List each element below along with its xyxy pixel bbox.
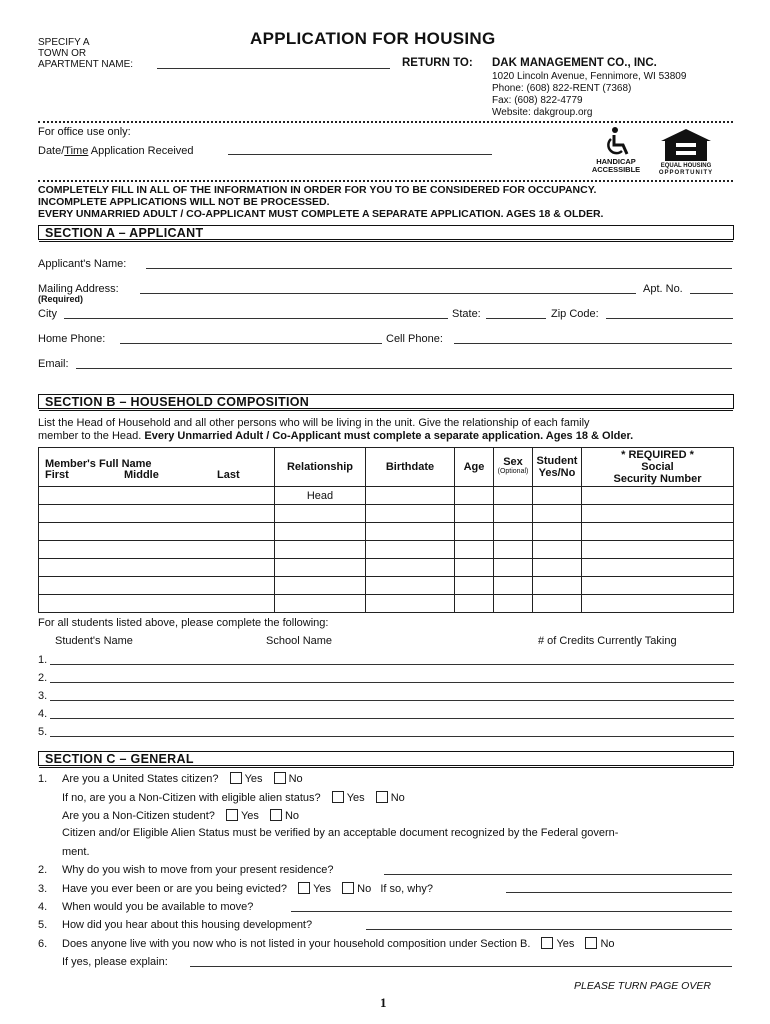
handicap-icon [600, 126, 632, 161]
mailing-address-field[interactable] [140, 293, 636, 294]
evicted-yes-checkbox[interactable] [298, 882, 310, 894]
cell-birthdate[interactable] [366, 523, 455, 541]
cell-sex[interactable] [494, 559, 533, 577]
alien-status-no-checkbox[interactable] [376, 791, 388, 803]
handicap-label: HANDICAP ACCESSIBLE [591, 157, 641, 174]
student-row-4-field[interactable] [50, 718, 734, 719]
required-note: (Required) [38, 294, 83, 304]
student-row-number: 5. [38, 726, 48, 738]
citizen-yes-checkbox[interactable] [230, 772, 242, 784]
table-row [39, 595, 734, 613]
cell-relationship[interactable] [275, 559, 366, 577]
company-address: 1020 Lincoln Avenue, Fennimore, WI 53809 [492, 71, 687, 82]
mailing-address-label: Mailing Address: [38, 283, 119, 295]
cell-sex[interactable] [494, 541, 533, 559]
unlisted-resident-yes-checkbox[interactable] [541, 937, 553, 949]
cell-age[interactable] [455, 505, 494, 523]
student-row-number: 2. [38, 672, 48, 684]
return-to-label: RETURN TO: [402, 57, 473, 69]
question-5: 5. How did you hear about this housing development? [38, 919, 313, 931]
noncitizen-student-yes-checkbox[interactable] [226, 809, 238, 821]
header-ssn: * REQUIRED * Social Security Number [582, 448, 734, 487]
header-relationship: Relationship [275, 448, 366, 487]
student-row-2-field[interactable] [50, 682, 734, 683]
student-row-5-field[interactable] [50, 736, 734, 737]
question-4: 4. When would you be available to move? [38, 901, 254, 913]
apt-no-label: Apt. No. [643, 283, 683, 295]
unlisted-resident-no-checkbox[interactable] [585, 937, 597, 949]
zip-label: Zip Code: [551, 308, 599, 320]
move-reason-field[interactable] [384, 874, 732, 875]
specify-label-3: APARTMENT NAME: [38, 59, 134, 70]
question-3: 3. Have you ever been or are you being evicted? Yes No If so, why? [38, 883, 433, 895]
cell-name[interactable] [39, 523, 275, 541]
table-row [39, 541, 734, 559]
cell-sex[interactable] [494, 523, 533, 541]
cell-age[interactable] [455, 541, 494, 559]
student-row-3-field[interactable] [50, 700, 734, 701]
student-row-number: 3. [38, 690, 48, 702]
cell-student[interactable] [533, 595, 582, 613]
section-c-header: SECTION C – GENERAL [38, 751, 734, 766]
cell-birthdate[interactable] [366, 577, 455, 595]
cell-student[interactable] [533, 505, 582, 523]
equal-housing-label: EQUAL HOUSING OPPORTUNITY [658, 163, 714, 176]
citizen-note-1: Citizen and/or Eligible Alien Status must be verified by an acceptable document recognized by the Federal govern- [62, 827, 619, 839]
noncitizen-student-no-checkbox[interactable] [270, 809, 282, 821]
divider [38, 180, 733, 182]
question-1: 1. Are you a United States citizen? Yes No [38, 773, 303, 785]
header-student: Student Yes/No [533, 448, 582, 487]
cell-student[interactable] [533, 559, 582, 577]
cell-age[interactable] [455, 523, 494, 541]
company-phone: Phone: (608) 822-RENT (7368) [492, 83, 632, 94]
home-phone-field[interactable] [120, 343, 382, 344]
cell-relationship[interactable] [275, 595, 366, 613]
apt-no-field[interactable] [690, 293, 733, 294]
cell-relationship[interactable] [275, 505, 366, 523]
applicant-name-label: Applicant's Name: [38, 258, 127, 270]
citizen-note-2: ment. [62, 846, 90, 858]
cell-relationship[interactable] [275, 541, 366, 559]
notice-line-2: INCOMPLETE APPLICATIONS WILL NOT BE PROCESSED. [38, 196, 330, 208]
question-1b: Are you a Non-Citizen student? Yes No [62, 810, 300, 822]
evicted-reason-field[interactable] [506, 892, 732, 893]
school-name-header: School Name [266, 635, 333, 647]
cell-name[interactable] [39, 541, 275, 559]
cell-name[interactable] [39, 577, 275, 595]
students-intro: For all students listed above, please complete the following: [38, 617, 329, 629]
cell-birthdate[interactable] [366, 559, 455, 577]
cell-ssn[interactable] [582, 523, 734, 541]
cell-birthdate[interactable] [366, 595, 455, 613]
page-title: APPLICATION FOR HOUSING [250, 29, 496, 48]
table-row [39, 559, 734, 577]
company-fax: Fax: (608) 822-4779 [492, 95, 583, 106]
city-label: City [38, 308, 57, 320]
referral-source-field[interactable] [366, 929, 732, 930]
citizen-no-checkbox[interactable] [274, 772, 286, 784]
question-6: 6. Does anyone live with you now who is not listed in your household composition under Section B. Yes No [38, 938, 615, 950]
specify-label-1: SPECIFY A [38, 37, 90, 48]
company-name: DAK MANAGEMENT CO., INC. [492, 57, 657, 69]
state-field[interactable] [486, 318, 546, 319]
cell-sex[interactable] [494, 577, 533, 595]
cell-student[interactable] [533, 487, 582, 505]
cell-student[interactable] [533, 541, 582, 559]
cell-ssn[interactable] [582, 559, 734, 577]
credits-header: # of Credits Currently Taking [538, 635, 677, 647]
cell-name[interactable] [39, 487, 275, 505]
cell-ssn[interactable] [582, 505, 734, 523]
date-received-label: Date/Time Application Received [38, 145, 194, 157]
question-1a: If no, are you a Non-Citizen with eligible alien status? Yes No [62, 792, 405, 804]
cell-student[interactable] [533, 577, 582, 595]
email-label: Email: [38, 358, 69, 370]
zip-field[interactable] [606, 318, 733, 319]
equal-housing-icon [657, 127, 715, 164]
notice-line-3: EVERY UNMARRIED ADULT / CO-APPLICANT MUST COMPLETE A SEPARATE APPLICATION. AGES 18 & OLDER. [38, 208, 604, 220]
question-2: 2. Why do you wish to move from your present residence? [38, 864, 334, 876]
cell-relationship[interactable] [275, 577, 366, 595]
table-row [39, 523, 734, 541]
cell-age[interactable] [455, 577, 494, 595]
explain-label: If yes, please explain: [62, 956, 168, 968]
cell-birthdate[interactable] [366, 505, 455, 523]
cell-age[interactable] [455, 595, 494, 613]
cell-sex[interactable] [494, 487, 533, 505]
turn-page-note: PLEASE TURN PAGE OVER [574, 980, 711, 992]
header-full-name: Member's Full Name First Middle Last [39, 448, 275, 487]
table-row [39, 487, 734, 505]
household-table [38, 447, 734, 613]
cell-name[interactable] [39, 595, 275, 613]
cell-name[interactable] [39, 559, 275, 577]
cell-phone-field[interactable] [454, 343, 732, 344]
student-row-number: 1. [38, 654, 48, 666]
explain-field[interactable] [190, 966, 732, 967]
cell-phone-label: Cell Phone: [386, 333, 443, 345]
cell-ssn[interactable] [582, 577, 734, 595]
page-number: 1 [380, 995, 387, 1010]
state-label: State: [452, 308, 481, 320]
cell-ssn[interactable] [582, 541, 734, 559]
cell-sex[interactable] [494, 505, 533, 523]
student-row-1-field[interactable] [50, 664, 734, 665]
notice-line-1: COMPLETELY FILL IN ALL OF THE INFORMATION IN ORDER FOR YOU TO BE CONSIDERED FOR OCCUPANCY. [38, 184, 597, 196]
section-a-header: SECTION A – APPLICANT [38, 225, 734, 240]
home-phone-label: Home Phone: [38, 333, 106, 345]
cell-sex[interactable] [494, 595, 533, 613]
move-date-field[interactable] [291, 911, 732, 912]
section-b-header: SECTION B – HOUSEHOLD COMPOSITION [38, 394, 734, 409]
office-use-label: For office use only: [38, 126, 131, 138]
cell-age[interactable] [455, 559, 494, 577]
header-birthdate: Birthdate [366, 448, 455, 487]
company-website: Website: dakgroup.org [492, 107, 593, 118]
header-sex: Sex (Optional) [494, 448, 533, 487]
specify-label-2: TOWN OR [38, 48, 87, 59]
student-row-number: 4. [38, 708, 48, 720]
section-b-intro-1: List the Head of Household and all other persons who will be living in the unit. Give the relationship of each family [38, 417, 590, 429]
cell-age[interactable] [455, 487, 494, 505]
applicant-name-field[interactable] [146, 268, 732, 269]
cell-ssn[interactable] [582, 595, 734, 613]
table-row [39, 505, 734, 523]
cell-birthdate[interactable] [366, 541, 455, 559]
cell-relationship-head: Head [275, 487, 366, 505]
cell-ssn[interactable] [582, 487, 734, 505]
cell-name[interactable] [39, 505, 275, 523]
divider [38, 121, 733, 123]
evicted-no-checkbox[interactable] [342, 882, 354, 894]
students-name-header: Student's Name [55, 635, 133, 647]
header-age: Age [455, 448, 494, 487]
cell-student[interactable] [533, 523, 582, 541]
alien-status-yes-checkbox[interactable] [332, 791, 344, 803]
section-b-intro-2: member to the Head. Every Unmarried Adult / Co-Applicant must complete a separate application. Ages 18 & Older. [38, 430, 634, 442]
email-field[interactable] [76, 368, 732, 369]
city-field[interactable] [64, 318, 448, 319]
table-row [39, 577, 734, 595]
apartment-name-field[interactable] [157, 68, 390, 69]
cell-birthdate[interactable] [366, 487, 455, 505]
cell-relationship[interactable] [275, 523, 366, 541]
date-received-field[interactable] [228, 154, 492, 155]
